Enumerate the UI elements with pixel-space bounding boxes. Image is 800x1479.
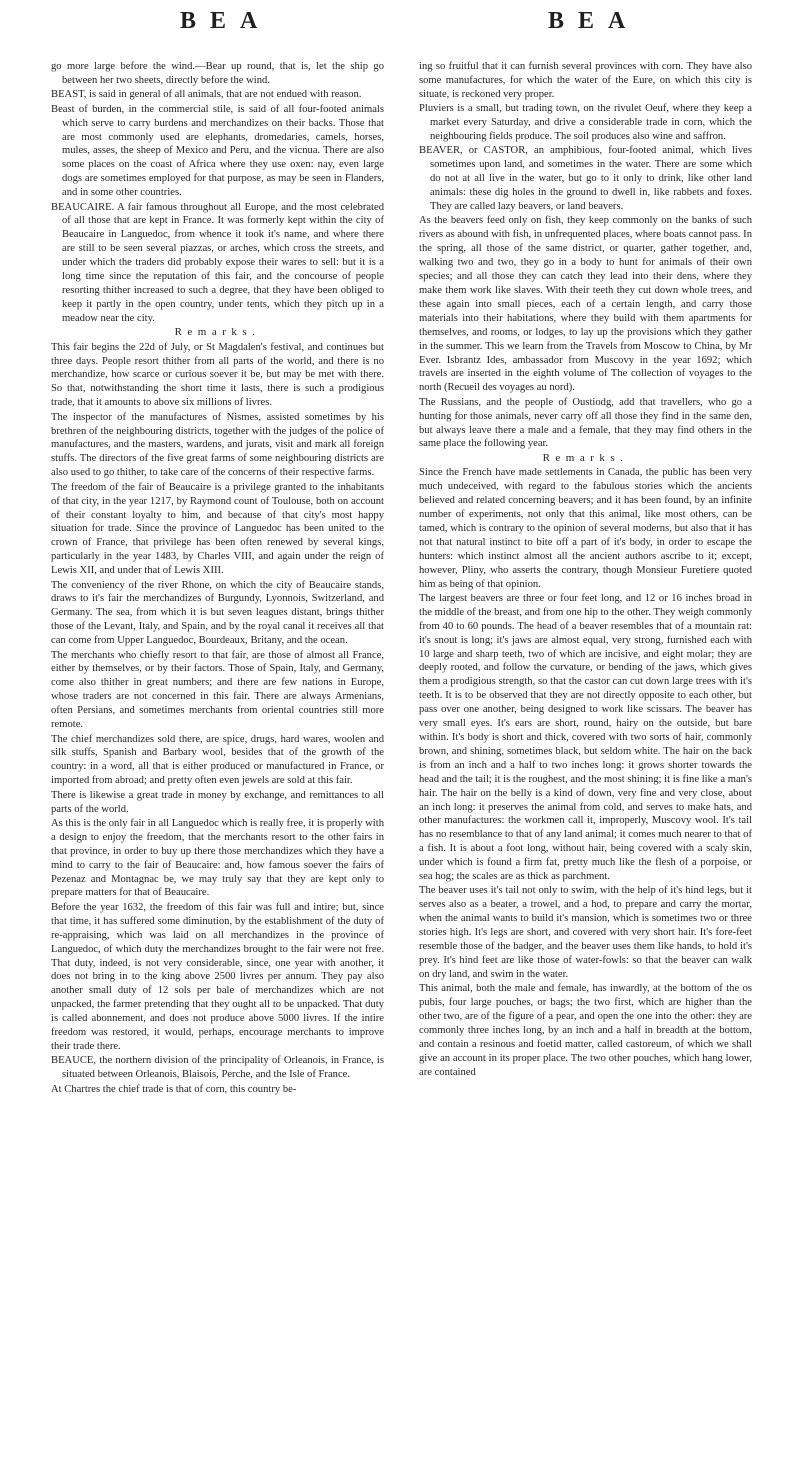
running-head-left: BEA — [180, 8, 272, 34]
paragraph: Beast of burden, in the commercial stile, is said of all four-footed animals which serve to carry burdens and merchandizes on their backs. Those that are most commonly used are elephants, dromedaries, camels, horses, mules, asses, the sheep of Mexico and Peru, and the vicnua. There are also some places on the coast of Africa where they use oxen: nay, even large dogs are sometimes employed for that purpose, as may be seen in Flanders, and in some other countries. — [51, 103, 384, 199]
left-column — [51, 60, 384, 1097]
paragraph: The conveniency of the river Rhone, on which the city of Beaucaire stands, draws to it's fair the merchandizes of Burgundy, Lyonnois, Switzerland, and Germany. The sea, from which it is but seven leagues distant, brings thither those of the Levant, Italy, and Spain, and by the royal canal it receives all that can come from Upper Languedoc, Bourdeaux, Britany, and the ocean. — [51, 579, 384, 647]
paragraph: go more large before the wind.—Bear up round, that is, let the ship go between her two sheets, directly before the wind. — [51, 61, 384, 86]
right-column — [419, 60, 752, 1080]
remarks-heading: Remarks. — [174, 326, 261, 339]
paragraph: Since the French have made settlements in Canada, the public has been very much undeceived, with regard to the fabulous stories which the ancients believed and related concerning beavers; and it has been found, by an infinite number of experiments, not only that this animal, like most others, can be tamed, which is contrary to the opinion of several moderns, but also that it has not that natural instinct to bite off a part of it's body, in order to escape the hunters: which instinct almost all the ancient authors ascribe to it; except, however, Pliny, who asserts the contrary, though Monsieur Furetiere quoted him as being of that opinion. — [419, 467, 752, 590]
paragraph: There is likewise a great trade in money by exchange, and remittances to all parts of the world. — [51, 789, 384, 815]
paragraph: At Chartres the chief trade is that of corn, this country be- — [51, 1083, 297, 1095]
paragraph: ing so fruitful that it can furnish several provinces with corn. They have also some manufactures, for which the water of the Eure, on which this city is situate, is reckoned very proper. — [419, 61, 752, 100]
paragraph: The chief merchandizes sold there, are spice, drugs, hard wares, woolen and silk stuffs, Spanish and Barbary wool, besides that of the growth of the country: in a word, all that is either produced or manufactured in France, or imported from abroad; and pretty often even jewels are sold at this fair. — [51, 733, 384, 787]
paragraph: The beaver uses it's tail not only to swim, with the help of it's hind legs, but it serves also as a beater, a trowel, and a hod, to prepare and carry the mortar, when the animal wants to build it's mansion, which is sometimes two or three stories high. It's legs are short, and covered with very short hair. It's fore-feet resemble those of the badger, and the beaver uses them like hands, to hold it's prey. It's hind feet are like those of water-fowls: so that the beaver can walk on dry land, and swim in the water. — [419, 885, 752, 980]
paragraph: Before the year 1632, the freedom of this fair was full and intire; but, since that time, it has suffered some diminution, by the establishment of the duty of re-appraising, which was laid on all merchandizes in the province of Languedoc, of which duty the merchandizes brought to the fair were not free. That duty, indeed, is not very considerable, since, one year with another, it does not bring in to the king above 2500 livres per annum. They pay also another small duty of 12 sols per bale of merchandizes which are not unpacked, the farmer pretending that they ought all to be unpacked. That duty is called abonnement, and does not produce above 5000 livres. If the intire freedom was restored, it would, perhaps, encourage merchants to improve their trade there. — [51, 901, 384, 1052]
paragraph: BEAVER, or CASTOR, an amphibious, four-footed animal, which lives sometimes upon land, and sometimes in the water. There are some which do not at all live in the water, but go to it only to drink, like other land animals: these dig holes in the ground to dwell in, like rabbets and foxes. They are called lazy beavers, or land beavers. — [419, 145, 752, 213]
paragraph: The merchants who chiefly resort to that fair, are those of almost all France, either by themselves, or by their factors. Those of Spain, Italy, and Germany, come also thither in great numbers; and there are few nations in Europe, whose traders are not concerned in this fair. There are always Armenians, often Persians, and sometimes merchants from oriental countries still more remote. — [51, 649, 384, 731]
paragraph: The inspector of the manufactures of Nismes, assisted sometimes by his brethren of the neighbouring districts, together with the judges of the police of manufactures, and the masters, wardens, and jurats, visit and mark all foreign stuffs. The directors of the five great farms of some neighbouring districts are also used to go thither, to take care of the concerns of their respective farms. — [51, 411, 384, 479]
paragraph: BEAST, is said in general of all animals, that are not endued with reason. — [51, 89, 362, 101]
remarks-heading: Remarks. — [542, 451, 629, 464]
paragraph: As this is the only fair in all Languedoc which is really free, it is properly with a design to enjoy the freedom, that the merchants resort to the other fairs in that province, in order to buy up there those merchandizes which they have a mind to carry to the fair of Beaucaire: and, how famous soever the fairs of Pezenaz and Montagnac be, we may truly say that they are kept only to prepare matters for that of Beaucaire. — [51, 817, 384, 899]
paragraph: BEAUCAIRE. A fair famous throughout all Europe, and the most celebrated of all those that are kept in France. It was formerly kept within the city of Beaucaire in Languedoc, from whence it took it's name, and where there are still to be seen several piazzas, or arches, which cross the streets, and under which the traders did probably expose their wares to sell: but it is a long time since the reputation of this fair, and the concourse of people resorting thither increased to such a degree, that they have been obliged to keep it partly in the open country, under tents, which they pitch up in a meadow near the city. — [51, 201, 384, 324]
paragraph: Pluviers is a small, but trading town, on the rivulet Oeuf, where they keep a market every Saturday, and drive a considerable trade in corn, which the neighbouring fields produce. The soil produces also wine and saffron. — [419, 103, 752, 143]
paragraph: The largest beavers are three or four feet long, and 12 or 16 inches broad in the middle of the breast, and from one hip to the other. They weigh commonly from 40 to 60 pounds. The head of a beaver resembles that of a mountain rat: it's snout is long; it's jaws are almost equal, very strong, furnished each with 10 large and sharp teeth, two of which are incisive, and eight molar; they are deeply rooted, and follow the curvature, or bending of the jaws, which gives them a prodigious strength, so that the castor can cut down large trees with it's teeth. It is to be observed that they are not directly opposite to each other, but pass over one another, being designed to work like scissars. The beaver has very small eyes. It's ears are short, round, hairy on the outside, but bare within. It's body is short and thick, covered with two sorts of hair, commonly brown, and shining, sometimes black, but seldom white. The hair on the back is from an inch and a half to two inches long: it grows shorter towards the head and the tail; it is the roughest, and the most shining; it is fine like a man's hair. The hair on the belly is a kind of down, very fine and very close, about an inch long: it preserves the animal from cold, and serves to make hats, and other manufactures: the workmen call it, improperly, Muscovy wool. It's tail has no resemblance to that of any land animal; it comes much nearer to that of a fish. It is about a foot long, without hair, being covered with a scaly skin, under which is found a firm fat, pretty much like the flesh of a porpoise, or sea hog; the scales are as thick as parchment. — [419, 592, 752, 883]
paragraph: As the beavers feed only on fish, they keep commonly on the banks of such rivers as abound with fish, in unfrequented places, where boats cannot pass. In the spring, all those of the same district, or quarter, gather together, and, walking two and two, they go in a body to hunt for animals of their own species; and all those they can catch they lead into their dens, where they make them work like slaves. With their teeth they cut down whole trees, and these again into small pieces, each of a certain length, and carry those materials into their habitations, where they build with them apartments for themselves, and rooms, or lodges, to lay up the provisions which they gather in the summer. This we learn from the Travels from Moscow to China, by Mr Ever. Isbrantz Ides, ambassador from Muscovy in the year 1692; which travels are inserted in the eighth volume of The collection of voyages to the north (Recueil des voyages au nord). — [419, 215, 752, 394]
paragraph: This fair begins the 22d of July, or St Magdalen's festival, and continues but three days. People resort thither from all parts of the world, and there is no merchandize, how scarce or curious soever it be, but may be met with there. So that, notwithstanding the short time it lasts, there is such a prodigious trade, that it amounts to above six millions of livres. — [51, 341, 384, 409]
running-head-right: BEA — [548, 8, 640, 34]
paragraph: BEAUCE, the northern division of the principality of Orleanois, in France, is situated between Orleanois, Blaisois, Perche, and the Isle of France. — [51, 1055, 384, 1081]
paragraph: The Russians, and the people of Oustiodg, add that travellers, who go a hunting for those animals, never carry off all those they find in the same den, but always leave there a male and a female, that they may find others in the same place the following year. — [419, 396, 752, 450]
paragraph: This animal, both the male and female, has inwardly, at the bottom of the os pubis, four large pouches, or bags; the two first, which are higher than the other two, are of the figure of a pear, and open the one into the other: they are commonly three inches long, by an inch and a half in breadth at the bottom, and contain a resinous and foetid matter, called castoreum, of which we shall give an account in its proper place. The two other pouches, which hang lower, are contained — [419, 983, 752, 1078]
paragraph: The freedom of the fair of Beaucaire is a privilege granted to the inhabitants of that city, in the year 1217, by Raymond count of Toulouse, both on account of their constant loyalty to him, and because of that city's most happy situation for trade. Since the province of Languedoc has been united to the crown of France, that privilege has been often renewed by several kings, particularly in the year 1483, by Charles VIII, and again under the reign of Lewis XII, and under that of Lewis XIII. — [51, 481, 384, 577]
